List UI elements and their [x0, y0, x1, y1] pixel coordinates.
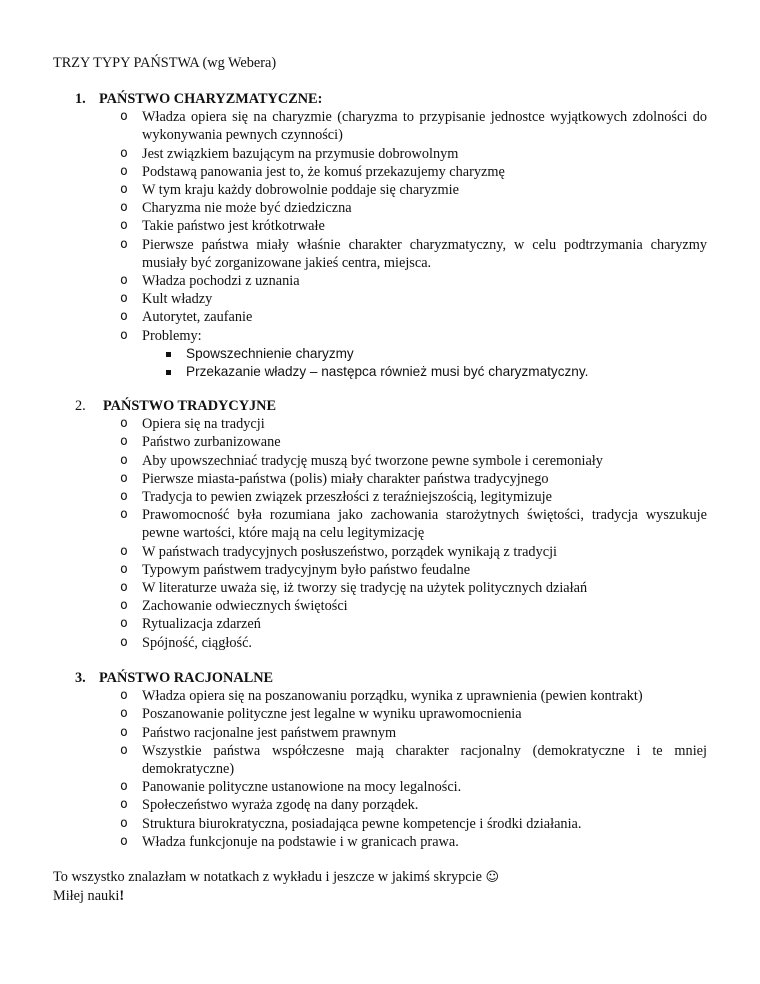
- list-item: o Spójność, ciągłość.: [0, 634, 760, 652]
- list-item: o Władza opiera się na poszanowaniu porządku, wynika z uprawnienia (pewien kontrakt): [0, 687, 760, 705]
- closing-text: To wszystko znalazłam w notatkach z wykładu i jeszcze w jakimś skrypcie: [53, 869, 482, 885]
- document-title: TRZY TYPY PAŃSTWA (wg Webera): [53, 55, 277, 71]
- list-item: o Rytualizacja zdarzeń: [0, 615, 760, 633]
- section-number: 3.: [75, 670, 86, 686]
- list-item: o Władza opiera się na charyzmie (charyzma to przypisanie jednostce wyjątkowych zdolności do wykonywania pewnych czynności): [0, 108, 760, 144]
- sub-bullet-list: [0, 345, 760, 381]
- list-item: o Państwo racjonalne jest państwem prawnym: [0, 724, 760, 742]
- section-title: PAŃSTWO CHARYZMATYCZNE:: [99, 91, 323, 107]
- farewell-text: Miłej nauki: [53, 888, 120, 905]
- section-charismatic: [0, 90, 760, 381]
- list-item: o Typowym państwem tradycyjnym było państwo feudalne: [0, 561, 760, 579]
- list-item: o Tradycja to pewien związek przeszłości z teraźniejszością, legitymizuje: [0, 488, 760, 506]
- list-item: o Kult władzy: [0, 290, 760, 308]
- list-item: o Aby upowszechniać tradycję muszą być tworzone pewne symbole i ceremoniały: [0, 452, 760, 470]
- list-item: o Pierwsze miasta-państwa (polis) miały charakter państwa tradycyjnego: [0, 470, 760, 488]
- list-item: o Władza funkcjonuje na podstawie i w granicach prawa.: [0, 833, 760, 851]
- sub-list-item: Przekazanie władzy – następca również musi być charyzmatyczny.: [0, 363, 760, 381]
- bullet-list: [0, 687, 760, 851]
- section-heading: [0, 669, 760, 687]
- list-item: o Władza pochodzi z uznania: [0, 272, 760, 290]
- list-item: o Wszystkie państwa współczesne mają charakter racjonalny (demokratyczne i te mniej demokratyczne): [0, 742, 760, 778]
- closing-line: [53, 887, 499, 905]
- closing-line: [53, 868, 499, 887]
- section-heading: [0, 397, 760, 415]
- list-item: o W państwach tradycyjnych posłuszeństwo, porządek wynikają z tradycji: [0, 543, 760, 561]
- list-item: o Zachowanie odwiecznych świętości: [0, 597, 760, 615]
- section-traditional: [0, 397, 760, 652]
- list-item: o Podstawą panowania jest to, że komuś przekazujemy charyzmę: [0, 163, 760, 181]
- list-item: o Charyzma nie może być dziedziczna: [0, 199, 760, 217]
- list-item: o W literaturze uważa się, iż tworzy się tradycję na użytek politycznych działań: [0, 579, 760, 597]
- list-item: o Jest związkiem bazującym na przymusie dobrowolnym: [0, 145, 760, 163]
- section-number: 2.: [75, 398, 86, 414]
- list-item: o Pierwsze państwa miały właśnie charakter charyzmatyczny, w celu podtrzymania charyzmy musiały być zorganizowane jakieś centra, miejsca.: [0, 236, 760, 272]
- list-item: o Społeczeństwo wyraża zgodę na dany porządek.: [0, 796, 760, 814]
- list-item: o Państwo zurbanizowane: [0, 433, 760, 451]
- list-item: o Panowanie polityczne ustanowione na mocy legalności.: [0, 778, 760, 796]
- sub-list-item: Spowszechnienie charyzmy: [0, 345, 760, 363]
- bullet-list: [0, 415, 760, 652]
- list-item: o Prawomocność była rozumiana jako zachowania starożytnych świętości, tradycja wyszukuje pewne wartości, które mają na celu legitymizację: [0, 506, 760, 542]
- section-heading: [0, 90, 760, 108]
- exclamation-mark: !: [119, 888, 125, 905]
- bullet-list: [0, 108, 760, 345]
- section-title: PAŃSTWO RACJONALNE: [99, 670, 274, 686]
- section-rational: [0, 669, 760, 851]
- section-number: 1.: [75, 91, 86, 107]
- section-title: PAŃSTWO TRADYCYJNE: [103, 398, 277, 414]
- list-item: o Opiera się na tradycji: [0, 415, 760, 433]
- list-item: o Problemy:: [0, 327, 760, 345]
- closing-note: [53, 868, 499, 905]
- smiley-icon: ☺: [485, 870, 500, 885]
- list-item: o Autorytet, zaufanie: [0, 308, 760, 326]
- list-item: o Poszanowanie polityczne jest legalne w wyniku uprawomocnienia: [0, 705, 760, 723]
- list-item: o W tym kraju każdy dobrowolnie poddaje się charyzmie: [0, 181, 760, 199]
- list-item: o Takie państwo jest krótkotrwałe: [0, 217, 760, 235]
- list-item: o Struktura biurokratyczna, posiadająca pewne kompetencje i środki działania.: [0, 815, 760, 833]
